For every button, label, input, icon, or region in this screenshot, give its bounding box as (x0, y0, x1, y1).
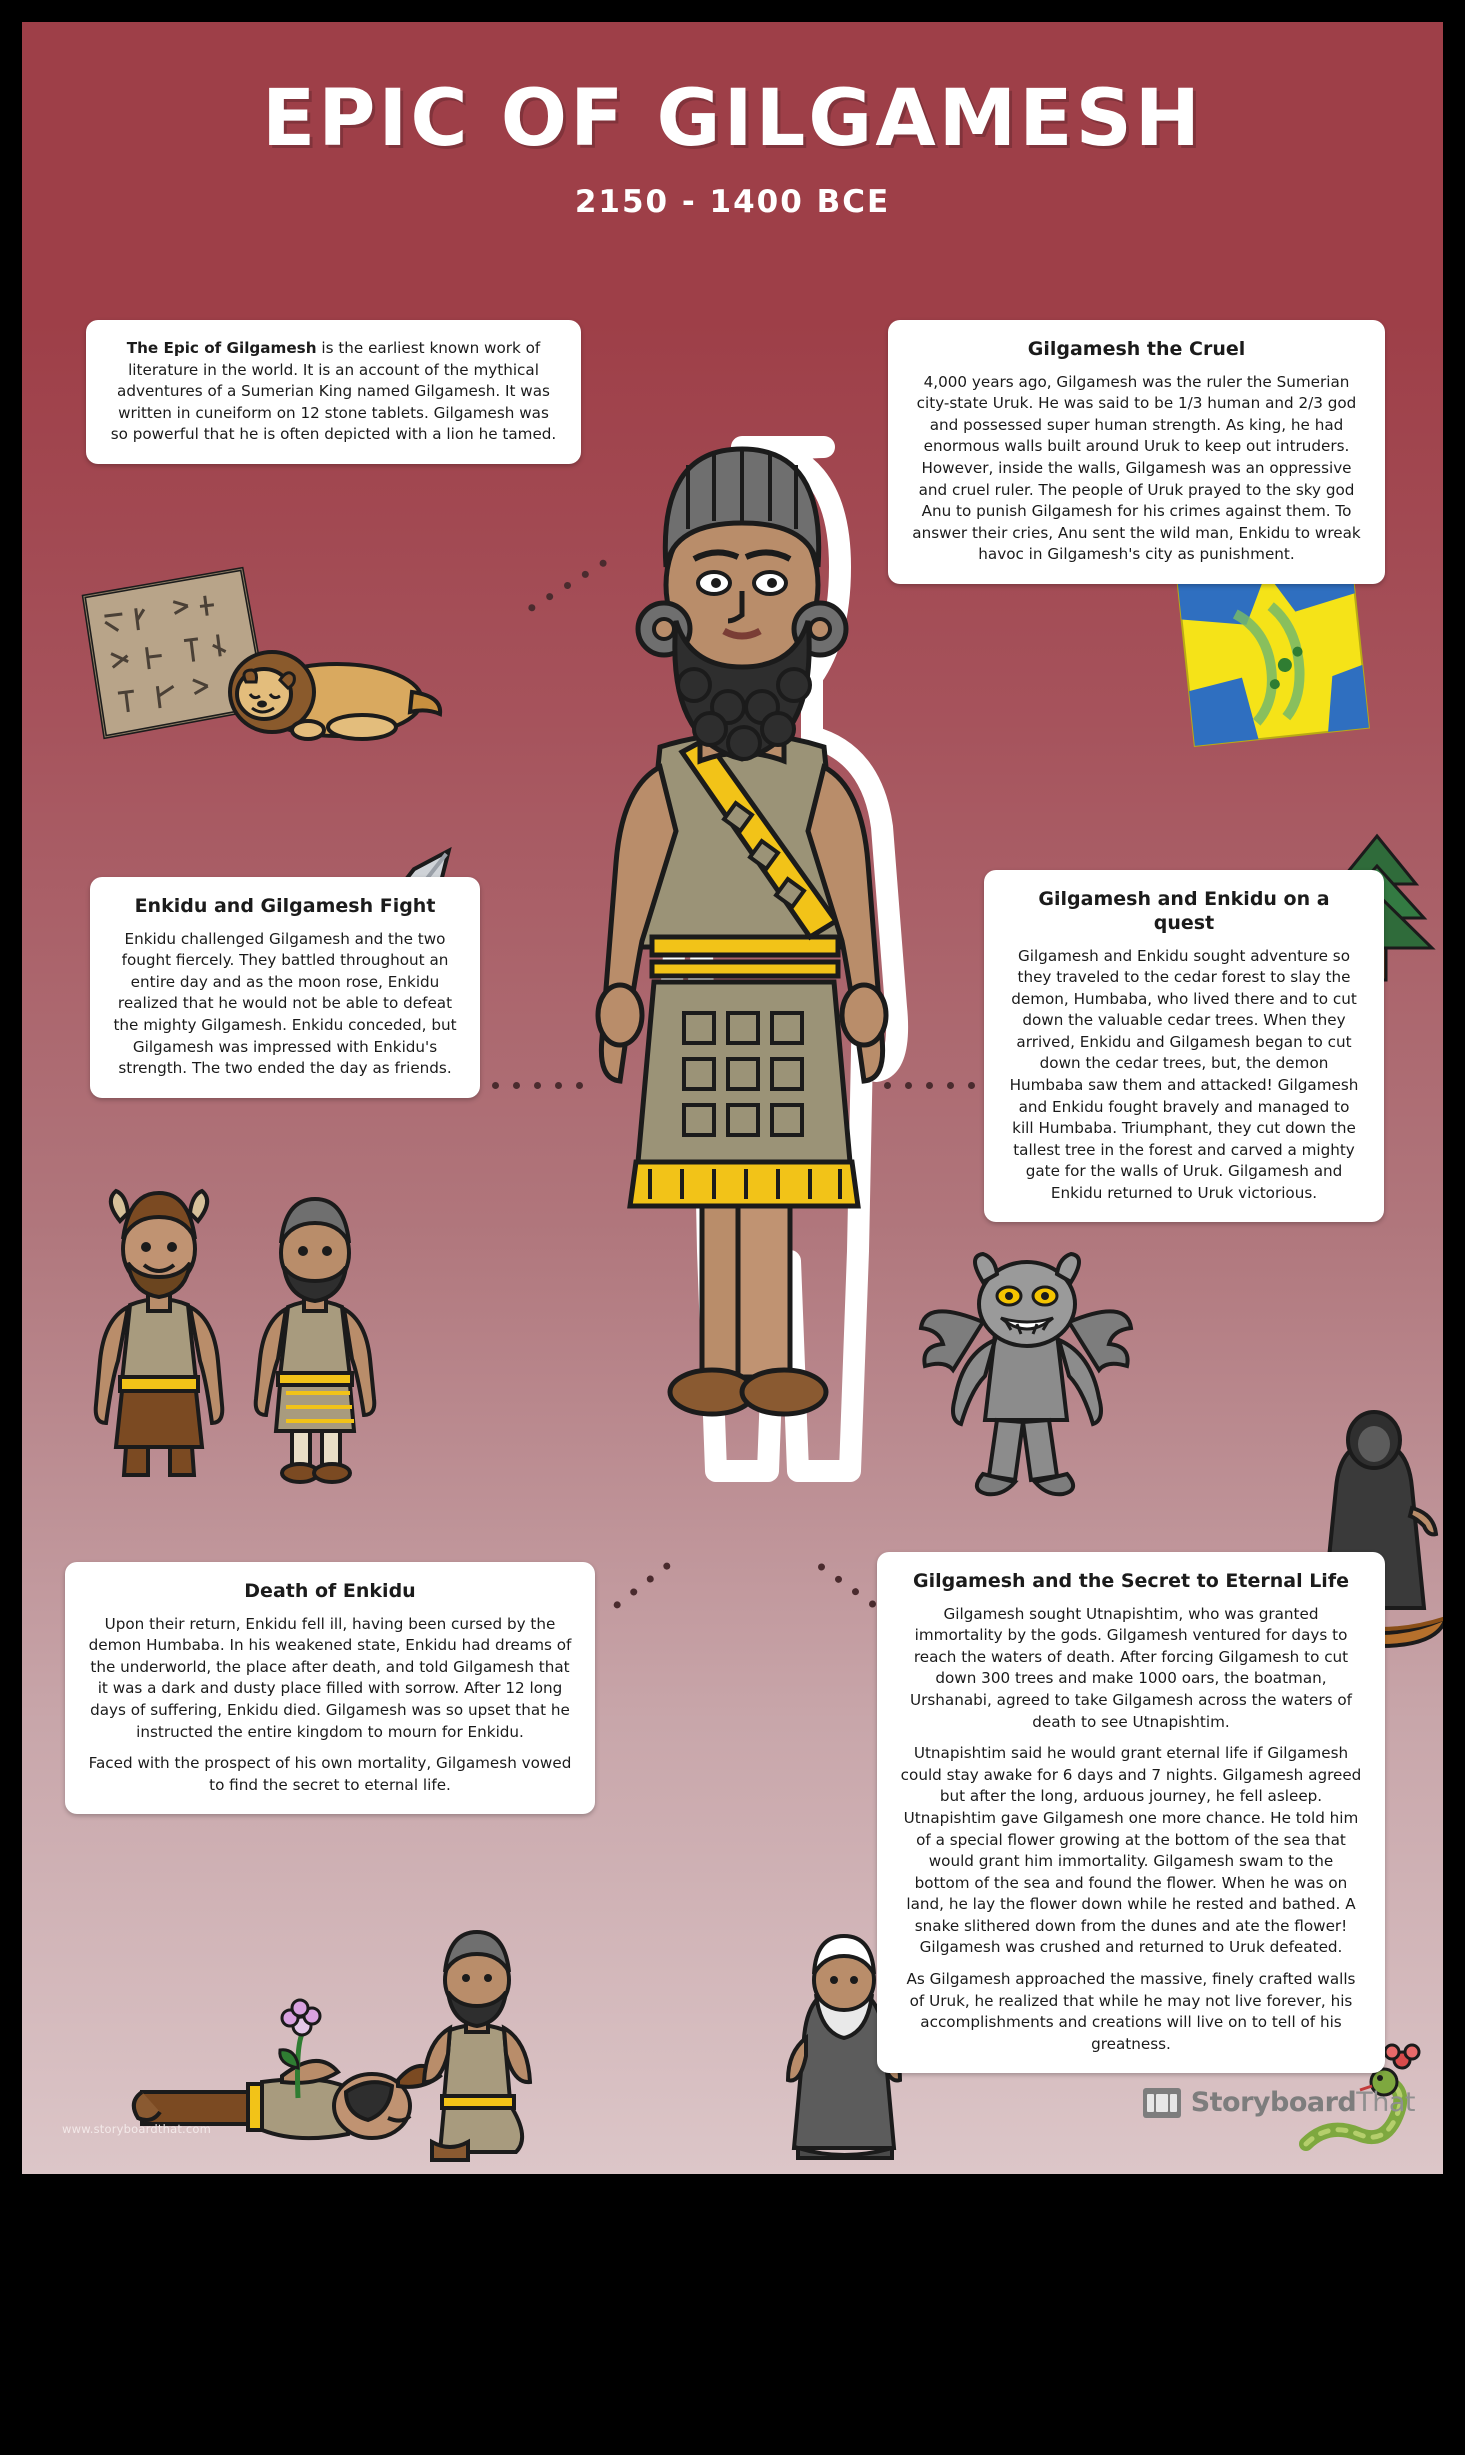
card-introduction-text: is the earliest known work of literature in the world. It is an account of the mythical adventures of a Sumerian King named Gilgamesh. It was written in cuneiform on 12 stone tablets. Gilgamesh was so powerful that he is often depicted with a lion he tamed. (110, 339, 557, 444)
poster-header (22, 74, 1443, 220)
connector-dots-bottom-right (817, 1562, 878, 1609)
brand-name: Storyboard (1190, 2087, 1357, 2118)
brand-logo (1143, 2087, 1415, 2118)
page-title: EPIC OF GILGAMESH (261, 74, 1204, 164)
card-secret-to-eternal-life-body-1: Gilgamesh sought Utnapishtim, who was granted immortality by the gods. Gilgamesh ventured for days to reach the waters of death. After forcing Gilgamesh to cut down 300 trees and make 1000 oars, the boatman, Urshanabi, agreed to take Gilgamesh across the waters of death to see Utnapishtim. (909, 1604, 1352, 1731)
poster-canvas (22, 22, 1443, 2174)
card-gilgamesh-and-enkidu-on-a-quest (984, 870, 1384, 1222)
card-introduction-body (108, 338, 559, 446)
page-subtitle: 2150 - 1400 BCE (574, 184, 891, 220)
card-gilgamesh-the-cruel-body: 4,000 years ago, Gilgamesh was the ruler the Sumerian city-state Uruk. He was said to be 1/3 human and 2/3 god and possessed super human strength. As king, he had enormous walls built around Uruk to keep out intruders. However, inside the walls, Gilgamesh was an oppressive and cruel ruler. The people of Uruk prayed to the sky god Anu to punish Gilgamesh for his crimes against them. To answer their cries, Anu sent the wild man, Enkidu to wreak havoc in Gilgamesh's city as punishment. (912, 372, 1361, 564)
card-introduction-lead: The Epic of Gilgamesh (126, 339, 317, 357)
site-url: www.storyboardthat.com (62, 2122, 212, 2136)
card-secret-to-eternal-life-body-2: Utnapishtim said he would grant eternal life if Gilgamesh could stay awake for 6 days and 7 nights. Gilgamesh agreed but after the long, arduous journey, he fell asleep. Utnapishtim gave Gilgamesh one more chance. He told him of a special flower growing at the bottom of the sea that would grant him immortality. Gilgamesh swam to the bottom of the sea and found the flower. When he was on land, he lay the flower down while he rested and bathed. A snake slithered down from the dunes and ate the flower! Gilgamesh was crushed and returned to Uruk defeated. (900, 1744, 1362, 1957)
card-enkidu-and-gilgamesh-fight-body: Enkidu challenged Gilgamesh and the two fought fiercely. They battled throughout an entire day and as the moon rose, Enkidu realized that he would not be able to defeat the mighty Gilgamesh. Enkidu conceded, but Gilgamesh was impressed with Enkidu's strength. The two ended the day as friends. (113, 929, 457, 1078)
card-secret-to-eternal-life-title: Gilgamesh and the Secret to Eternal Life (913, 1570, 1349, 1592)
gilgamesh-king-figure-illustration (542, 417, 942, 1537)
card-death-of-enkidu-title: Death of Enkidu (244, 1580, 416, 1602)
brand-name-light: That (1356, 2087, 1415, 2118)
card-gilgamesh-the-cruel (888, 320, 1385, 584)
card-death-of-enkidu-body-2: Faced with the prospect of his own mortality, Gilgamesh vowed to find the secret to eternal life. (88, 1754, 572, 1794)
card-death-of-enkidu-body-1: Upon their return, Enkidu fell ill, having been cursed by the demon Humbaba. In his weakened state, Enkidu had dreams of the underworld, the place after death, and told Gilgamesh that it was a dark and dusty place filled with sorrow. After 12 long days of suffering, Enkidu died. Gilgamesh was so upset that he instructed the entire kingdom to mourn for Enkidu. (88, 1614, 572, 1741)
mesopotamia-map-illustration (1180, 562, 1370, 752)
stone-tablet-and-lion-illustration (62, 567, 462, 777)
brand-text (1191, 2087, 1415, 2118)
card-secret-to-eternal-life-body-3: As Gilgamesh approached the massive, finely crafted walls of Uruk, he realized that while he may not live forever, his accomplishments and creations will live on to tell of his greatness. (906, 1970, 1356, 2053)
enkidu-and-gilgamesh-figures-illustration (92, 1187, 412, 1477)
card-enkidu-and-gilgamesh-fight (90, 877, 480, 1098)
storyboard-mark-icon (1143, 2088, 1181, 2118)
card-gilgamesh-and-enkidu-on-a-quest-body: Gilgamesh and Enkidu sought adventure so they traveled to the cedar forest to slay the demon, Humbaba, who lived there and to cut down the valuable cedar trees. When they arrived, Enkidu and Gilgamesh began to cut down the cedar trees, but, the demon Humbaba saw them and attacked! Gilgamesh and Enkidu fought bravely and managed to kill Humbaba. Triumphant, they cut down the tallest tree in the forest and carved a mighty gate for the walls of Uruk. Gilgamesh and Enkidu returned to Uruk victorious. (1009, 946, 1359, 1202)
card-introduction (86, 320, 581, 464)
humbaba-demon-illustration (917, 1252, 1137, 1512)
card-secret-to-eternal-life (877, 1552, 1385, 2073)
connector-dots-bottom-left (612, 1561, 671, 1610)
card-gilgamesh-the-cruel-title: Gilgamesh the Cruel (1027, 338, 1246, 360)
card-gilgamesh-and-enkidu-on-a-quest-title: Gilgamesh and Enkidu on a quest (1038, 888, 1330, 934)
card-death-of-enkidu (65, 1562, 595, 1814)
card-enkidu-and-gilgamesh-fight-title: Enkidu and Gilgamesh Fight (134, 895, 436, 917)
